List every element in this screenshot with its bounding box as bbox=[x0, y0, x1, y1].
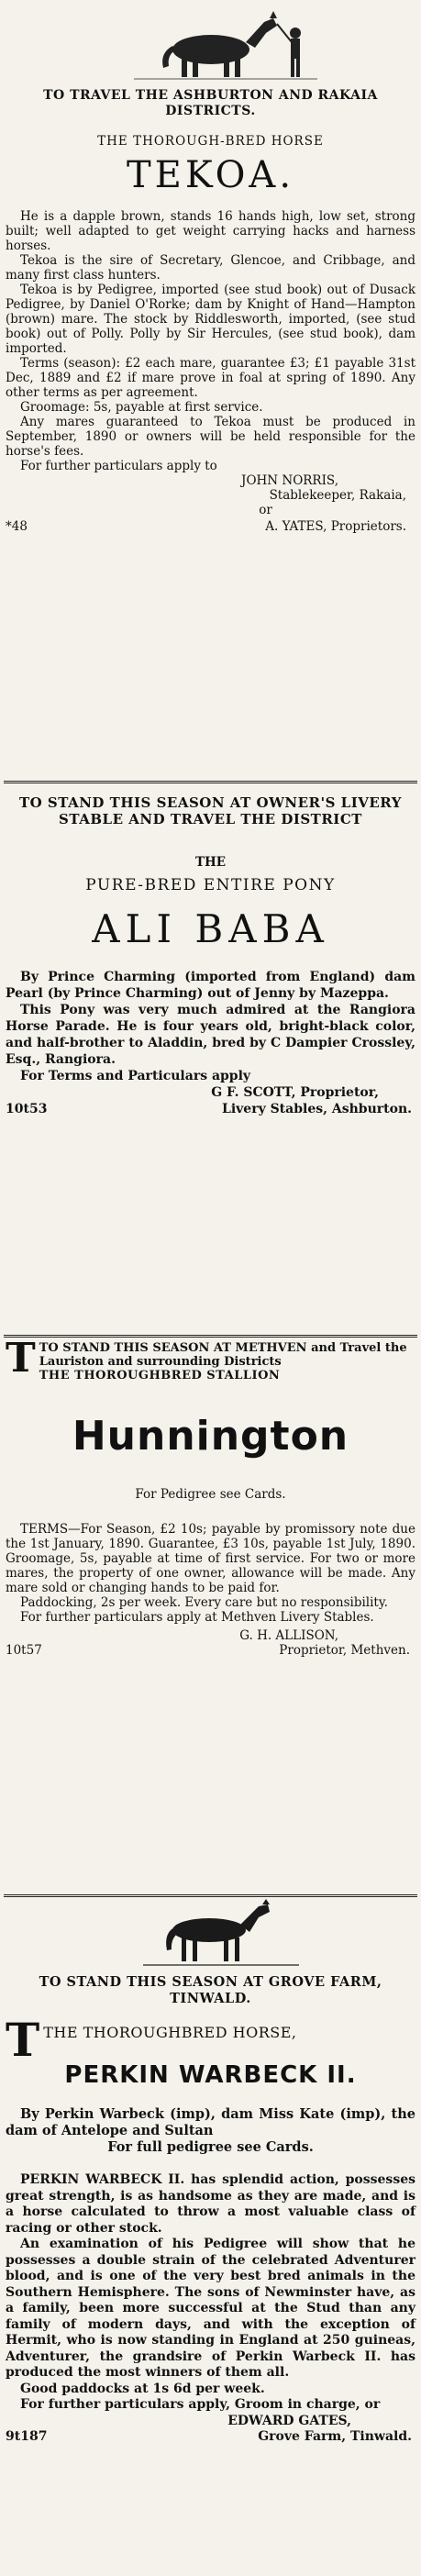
tekoa-heading: TO TRAVEL THE ASHBURTON AND RAKAIA DISTRICTS. bbox=[43, 88, 378, 118]
perkin-owner-title: Grove Farm, Tinwald. bbox=[258, 2429, 412, 2444]
tekoa-sire-of: Tekoa is the sire of Secretary, Glencoe, and Cribbage, and many first class hunters. bbox=[6, 253, 415, 283]
tekoa-terms: Terms (season): £2 each mare, guarantee £3; £1 payable 31st Dec, 1889 and £2 if mare prove in foal at spring of 1890. Any other terms as per agreement. bbox=[6, 356, 415, 400]
horse-silhouette-engraving bbox=[6, 1899, 415, 1969]
alibaba-heading: TO STAND THIS SEASON AT OWNER'S LIVERY STABLE AND TRAVEL THE DISTRICT bbox=[18, 794, 403, 827]
tekoa-owner-name: JOHN NORRIS, bbox=[241, 473, 338, 488]
tekoa-reference: *48 bbox=[6, 519, 28, 534]
perkin-heading: TO STAND THIS SEASON AT GROVE FARM, TINWALD. bbox=[39, 1974, 382, 2006]
tekoa-owner-title: Stablekeeper, Rakaia, bbox=[269, 488, 406, 503]
alibaba-advertisement bbox=[6, 782, 415, 1334]
hunnington-advertisement bbox=[6, 1336, 415, 1893]
hunnington-drop-cap-decoration: T bbox=[6, 1335, 36, 1382]
tekoa-pedigree: Tekoa is by Pedigree, imported (see stud book) out of Dusack Pedigree, by Daniel O'Rorke; dam by Knight of Hand—Hampton (brown) mare. The stock by Riddlesworth, imported, (see stud book) out of Polly. Polly by Sir Hercules, (see stud book), dam imported. bbox=[6, 283, 415, 356]
alibaba-apply: For Terms and Particulars apply bbox=[20, 1069, 251, 1083]
alibaba-description: This Pony was very much admired at the Rangiora Horse Parade. He is four years old, bright-black color, and half-brother to Aladdin, bred by C Dampier Crossley, Esq., Rangiora. bbox=[6, 1003, 415, 1067]
tekoa-description: He is a dapple brown, stands 16 hands high, low set, strong built; well adapted to get weight carrying hacks and harness horses. bbox=[6, 209, 415, 253]
hunnington-owner-name: G. H. ALLISON, bbox=[239, 1628, 338, 1643]
hunnington-heading: TO STAND THIS SEASON AT METHVEN and Travel the Lauriston and surrounding Districts bbox=[39, 1341, 407, 1369]
tekoa-or: or bbox=[259, 503, 272, 517]
perkin-description: PERKIN WARBECK II. has splendid action, possesses great strength, is as handsome as they are made, and is a horse calculated to throw a most valuable class of racing or other stock. bbox=[6, 2172, 415, 2236]
hunnington-paddocking: Paddocking, 2s per week. Every care but no responsibility. bbox=[20, 1595, 388, 1610]
hunnington-title: Hunnington bbox=[72, 1413, 349, 1460]
tekoa-guarantee-note: Any mares guaranteed to Tekoa must be produced in September, 1890 or owners will be held responsible for the horse's fees. bbox=[6, 415, 415, 459]
perkin-reference: 9t187 bbox=[6, 2429, 48, 2444]
horse-with-groom-engraving bbox=[6, 2, 415, 81]
perkin-paddocks: Good paddocks at 1s 6d per week. bbox=[20, 2381, 265, 2396]
hunnington-pedigree-note: For Pedigree see Cards. bbox=[135, 1487, 286, 1502]
hunnington-reference: 10t57 bbox=[6, 1643, 42, 1658]
tekoa-subheading: THE THOROUGH-BRED HORSE bbox=[97, 134, 324, 149]
perkin-pedigree-note: For full pedigree see Cards. bbox=[107, 2139, 314, 2155]
perkin-bloodline: An examination of his Pedigree will show that he possesses a double strain of the celebrated Adventurer blood, and is one of the very best bred animals in the Southern Hemisphere. The sons of Newminster have, as a family, been more successful at the Stud than any family of modern days, and with the exception of Hermit, who is now standing in England at 250 guineas, Adventurer, the grandsire of Perkin Warbeck II. has produced the most winners of them all. bbox=[6, 2237, 415, 2380]
alibaba-subheading: PURE-BRED ENTIRE PONY bbox=[85, 876, 336, 894]
alibaba-owner-title: Livery Stables, Ashburton. bbox=[221, 1102, 412, 1116]
perkin-owner-name: EDWARD GATES, bbox=[227, 2413, 351, 2428]
tekoa-yates: A. YATES, Proprietors. bbox=[265, 519, 406, 534]
perkin-advertisement bbox=[6, 1895, 415, 2576]
tekoa-advertisement bbox=[6, 0, 415, 780]
hunnington-apply: For further particulars apply at Methven Livery Stables. bbox=[20, 1610, 374, 1625]
tekoa-title: TEKOA. bbox=[126, 154, 295, 196]
alibaba-pedigree: By Prince Charming (imported from England) dam Pearl (by Prince Charming) out of Jenny by Mazeppa. bbox=[6, 970, 415, 1001]
hunnington-subheading: THE THOROUGHBRED STALLION bbox=[39, 1369, 281, 1382]
perkin-subheading: THE THOROUGHBRED HORSE, bbox=[43, 2024, 297, 2041]
perkin-drop-cap-decoration: T bbox=[6, 2013, 40, 2067]
perkin-pedigree: By Perkin Warbeck (imp), dam Miss Kate (imp), the dam of Antelope and Sultan bbox=[6, 2106, 415, 2138]
alibaba-title: ALI BABA bbox=[92, 906, 329, 951]
perkin-apply: For further particulars apply, Groom in charge, or bbox=[20, 2397, 381, 2412]
hunnington-terms: TERMS—For Season, £2 10s; payable by promissory note due the 1st January, 1890. Guarantee, £3 10s, payable 1st July, 1890. Groomage, 5s, payable at time of first service. For two or more mares, the property of one owner, allowance will be made. Any mare sold or changing hands to be paid for. bbox=[6, 1522, 415, 1595]
alibaba-owner-name: G F. SCOTT, Proprietor, bbox=[211, 1085, 379, 1100]
tekoa-groomage: Groomage: 5s, payable at first service. bbox=[20, 400, 263, 415]
perkin-title: PERKIN WARBECK II. bbox=[64, 2061, 357, 2089]
tekoa-apply-to: For further particulars apply to bbox=[20, 459, 217, 473]
hunnington-owner-title: Proprietor, Methven. bbox=[279, 1643, 410, 1658]
alibaba-reference: 10t53 bbox=[6, 1102, 48, 1116]
alibaba-the: THE bbox=[194, 855, 227, 870]
